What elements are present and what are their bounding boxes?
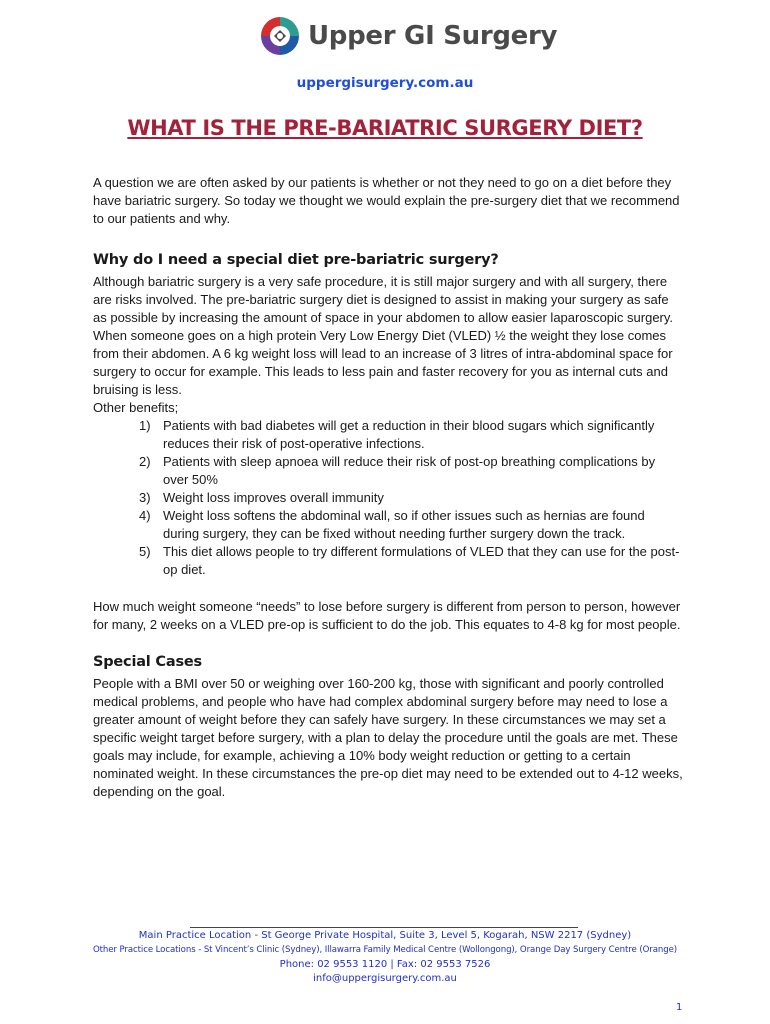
footer-divider [190,927,578,928]
list-item-text: Patients with sleep apnoea will reduce their risk of post-op breathing complications by over 50% [163,454,656,487]
logo [258,14,557,58]
list-item [139,507,683,543]
logo-mark-icon [258,14,302,58]
benefits-list [93,417,683,579]
footer-phone-fax: Phone: 02 9553 1120 | Fax: 02 9553 7526 [279,959,491,970]
section-heading-special-cases: Special Cases [93,654,202,670]
list-item [139,417,683,453]
section-body-why: Although bariatric surgery is a very safe procedure, it is still major surgery and with all surgery, there are risks involved. The pre-bariatric surgery diet is designed to assist in making your surgery as safe as possible by increasing the amount of space in your abdomen to allow easier laparoscopic surgery. When someone goes on a high protein Very Low Energy Diet (VLED) ½ the weight they lose comes from their abdomen. A 6 kg weight loss will lead to an increase of 3 litres of intra-abdominal space for surgery to occur for example. This leads to less pain and faster recovery for you as internal cuts and bruising is less. [93,274,674,397]
list-item [139,489,683,507]
page-title: WHAT IS THE PRE-BARIATRIC SURGERY DIET? [127,116,643,140]
article-content [93,174,683,801]
footer-email-link[interactable]: info@uppergisurgery.com.au [313,973,457,984]
intro-paragraph: A question we are often asked by our patients is whether or not they need to go on a diet before they have bariatric surgery. So today we thought we would explain the pre-surgery diet that we recommend to our patients and why. [93,175,680,226]
page-number: 1 [676,1002,683,1013]
section-heading-why: Why do I need a special diet pre-bariatric surgery? [93,252,499,268]
list-item-number: 3) [139,490,151,505]
benefits-label: Other benefits; [93,400,179,415]
list-item [139,543,683,579]
list-item-text: Patients with bad diabetes will get a reduction in their blood sugars which significantly reduces their risk of post-operative infections. [163,418,655,451]
list-item-text: This diet allows people to try different formulations of VLED that they can use for the post-op diet. [163,544,680,577]
closing-paragraph: How much weight someone “needs” to lose before surgery is different from person to person, however for many, 2 weeks on a VLED pre-op is sufficient to do the job. This equates to 4-8 kg for most people. [93,599,681,632]
list-item-text: Weight loss softens the abdominal wall, so if other issues such as hernias are found during surgery, they can be fixed without needing further surgery down the track. [163,508,645,541]
section-body-special-cases: People with a BMI over 50 or weighing over 160-200 kg, those with significant and poorly controlled medical problems, and people who have had complex abdominal surgery before may need to lose a greater amount of weight before they can safely have surgery. In these circumstances we may set a specific weight target before surgery, with a plan to delay the procedure until the goals are met. These goals may include, for example, achieving a 10% body weight reduction or getting to a certain nominated weight. In these circumstances the pre-op diet may need to be extended out to 4-12 weeks, depending on the goal. [93,676,683,799]
list-item-number: 2) [139,454,151,469]
footer-other-locations: Other Practice Locations - St Vincent’s Clinic (Sydney), Illawarra Family Medical Centre (Wollongong), Orange Day Surgery Centre (Orange) [92,945,678,955]
footer-main-location: Main Practice Location - St George Private Hospital, Suite 3, Level 5, Kogarah, NSW 2217 (Sydney) [138,930,632,941]
list-item-text: Weight loss improves overall immunity [163,490,384,505]
logo-text: Upper GI Surgery [308,21,558,51]
list-item [139,453,683,489]
list-item-number: 4) [139,508,151,523]
list-item-number: 1) [139,418,151,433]
list-item-number: 5) [139,544,151,559]
site-url-link[interactable]: uppergisurgery.com.au [296,75,474,91]
